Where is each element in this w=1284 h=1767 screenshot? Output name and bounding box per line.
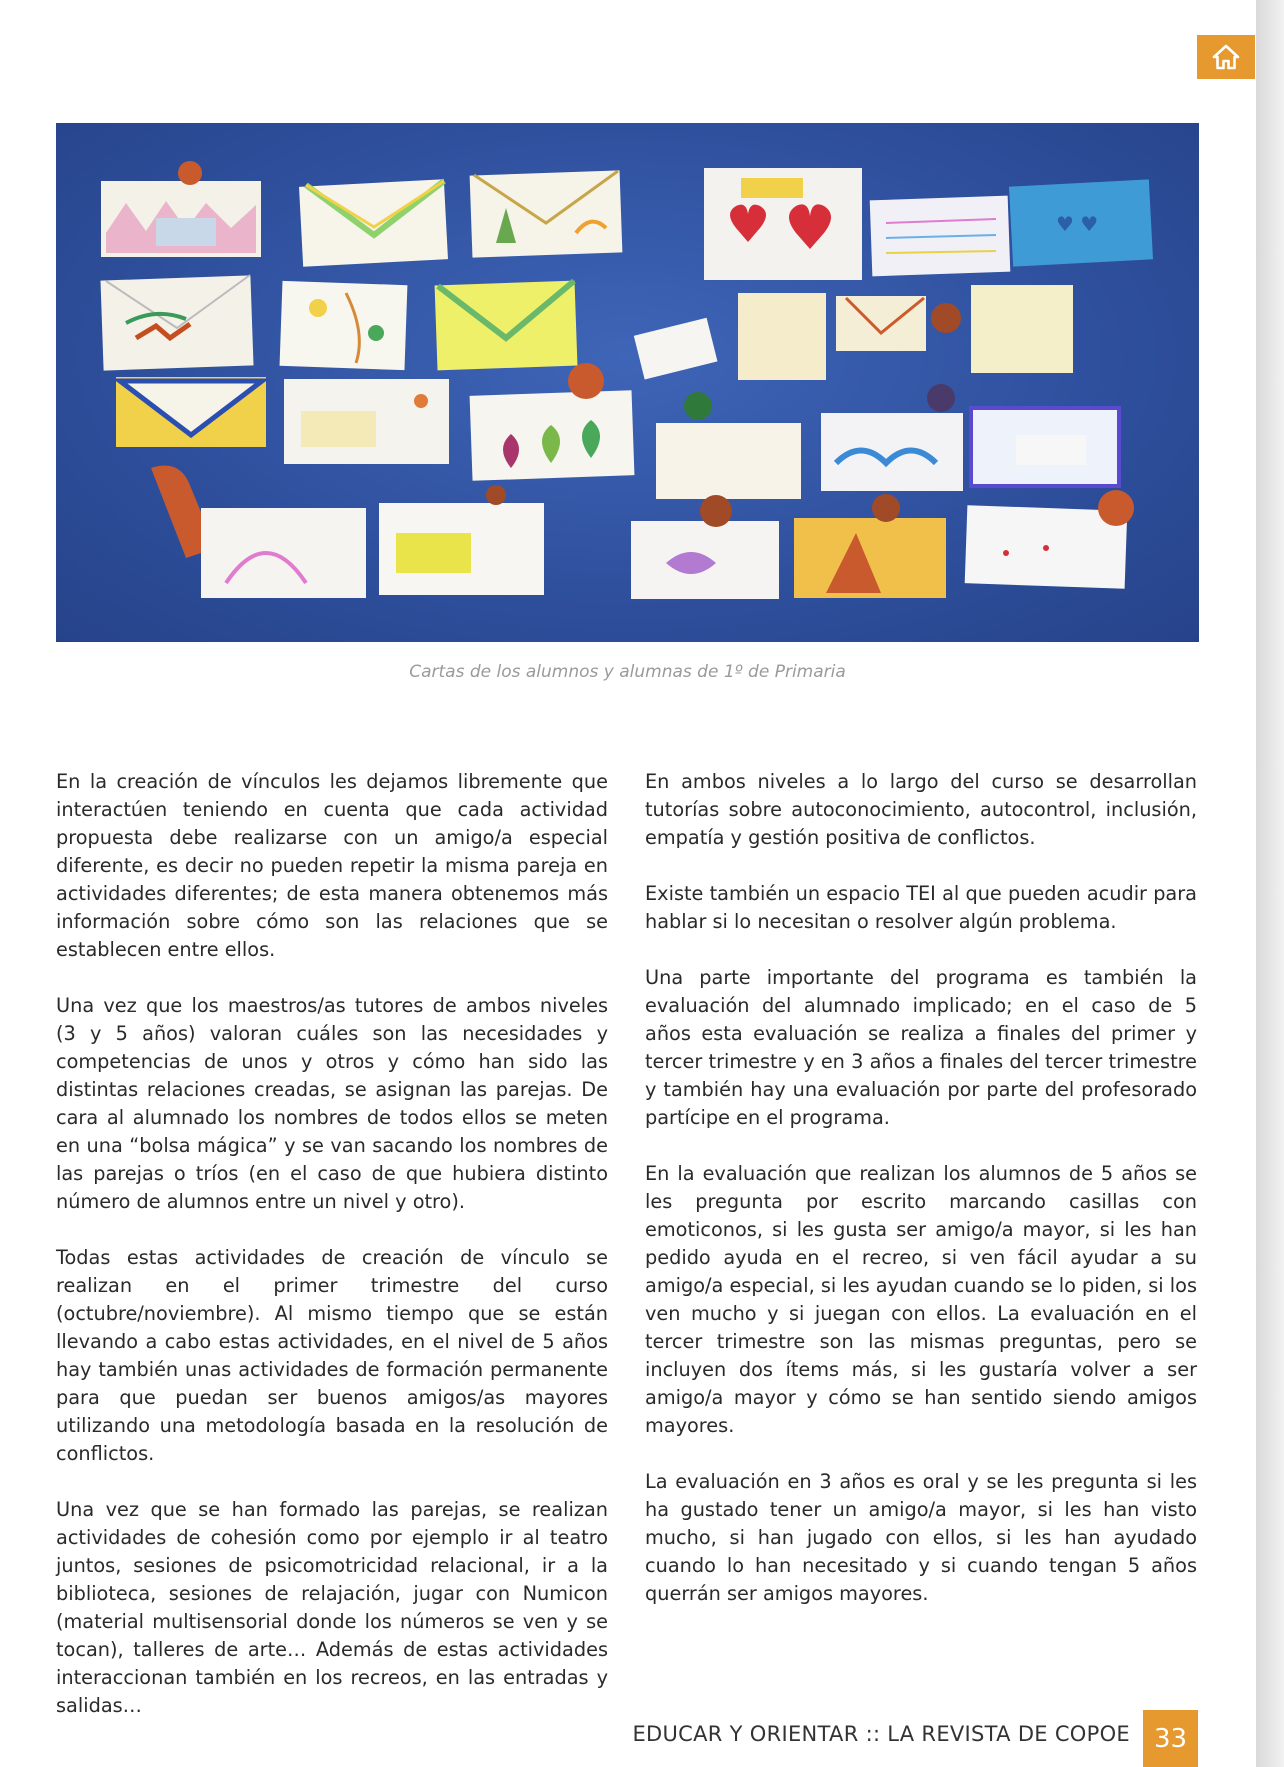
text-column-right <box>645 768 1197 1636</box>
paragraph: Una vez que se han formado las parejas, se realizan actividades de cohesión como por ejemplo ir al teatro juntos, sesiones de psicomotricidad relacional, ir a la biblioteca, sesiones de relajación, jugar con Numicon (material multisensorial donde los números se ven y se tocan), talleres de arte… Además de estas actividades interaccionan también en los recreos, en las entradas y salidas… <box>56 1498 608 1717</box>
letter-envelope <box>299 179 448 266</box>
letter-envelope <box>794 494 946 598</box>
letter-envelope <box>470 363 635 481</box>
letter-envelope <box>738 293 826 380</box>
letter-envelope <box>965 490 1134 589</box>
letter-envelope <box>284 379 449 464</box>
letter-envelope <box>435 281 578 371</box>
text-column-left <box>56 768 608 1748</box>
page-number: 33 <box>1143 1710 1198 1767</box>
letter-envelope <box>1009 179 1153 266</box>
letter-envelope <box>151 466 366 599</box>
paragraph: Una vez que los maestros/as tutores de ambos niveles (3 y 5 años) valoran cuáles son las necesidades y competencias de unos y otros y cómo han sido las distintas relaciones creadas, se asignan las parejas. De cara al alumnado los nombres de todos ellos se meten en una “bolsa mágica” y se van sacando los nombres de las parejas o tríos (en el caso de que hubiera distinto número de alumnos entre un nivel y otro). <box>56 994 608 1213</box>
paragraph: Una parte importante del programa es también la evaluación del alumnado implicado; en el caso de 5 años esta evaluación se realiza a finales del primer y tercer trimestre y en 3 años a finales del tercer trimestre y también hay una evaluación por parte del profesorado partícipe en el programa. <box>645 966 1197 1129</box>
letter-envelope <box>116 377 266 447</box>
letter-envelope <box>704 168 862 280</box>
letter-envelope <box>631 495 779 599</box>
letter-envelope <box>470 170 623 257</box>
photo-caption: Cartas de los alumnos y alumnas de 1º de Primaria <box>409 662 846 682</box>
magazine-name: EDUCAR Y ORIENTAR :: LA REVISTA DE COPOE <box>632 1722 1130 1746</box>
home-button[interactable] <box>1197 35 1255 79</box>
paragraph: Todas estas actividades de creación de vínculo se realizan en el primer trimestre del curso (octubre/noviembre). Al mismo tiempo que se están llevando a cabo estas actividades, en el nivel de 5 años hay también unas actividades de formación permanente para que puedan ser buenos amigos/as mayores utilizando una metodología basada en la resolución de conflictos. <box>56 1246 608 1465</box>
letter-envelope <box>379 485 544 595</box>
letter-envelope <box>100 275 253 371</box>
letter-envelope <box>101 161 261 257</box>
paragraph: Existe también un espacio TEI al que pueden acudir para hablar si lo necesitan o resolver algún problema. <box>645 882 1197 933</box>
students-letters-photo <box>56 123 1199 642</box>
paragraph: En la creación de vínculos les dejamos libremente que interactúen teniendo en cuenta que cada actividad propuesta debe realizarse con un amigo/a especial diferente, es decir no pueden repetir la misma pareja en actividades diferentes; de esta manera obtenemos más información sobre cómo son las relaciones que se establecen entre ellos. <box>56 770 608 961</box>
svg-text:♥ ♥: ♥ ♥ <box>1056 212 1099 236</box>
letter-envelope <box>634 318 718 380</box>
paragraph: En ambos niveles a lo largo del curso se desarrollan tutorías sobre autoconocimiento, autocontrol, inclusión, empatía y gestión positiva de conflictos. <box>645 770 1197 849</box>
page-edge-shadow <box>1256 0 1284 1767</box>
home-icon <box>1212 44 1240 70</box>
paragraph: La evaluación en 3 años es oral y se les pregunta si les ha gustado tener un amigo/a mayor, si les han visto mucho, si han jugado con ellos, si les han ayudado cuando lo han necesitado y si cuando tengan 5 años querrán ser amigos mayores. <box>645 1470 1197 1605</box>
letter-envelope <box>821 413 963 491</box>
letter-envelope <box>870 196 1011 277</box>
letter-envelope <box>280 281 408 370</box>
letter-envelope <box>836 296 961 351</box>
letter-envelope <box>971 285 1073 373</box>
letters-illustration <box>56 123 1199 642</box>
paragraph: En la evaluación que realizan los alumnos de 5 años se les pregunta por escrito marcando casillas con emoticonos, si les gusta ser amigo/a mayor, si les han pedido ayuda en el recreo, si ven fácil ayudar a su amigo/a especial, si les ayudan cuando se lo piden, si los ven mucho y si juegan con ellos. La evaluación en el tercer trimestre son las mismas preguntas, pero se incluyen dos ítems más, si les gustaría volver a ser amigo/a mayor y cómo se han sentido siendo amigos mayores. <box>645 1162 1197 1437</box>
letter-envelope <box>656 392 801 499</box>
